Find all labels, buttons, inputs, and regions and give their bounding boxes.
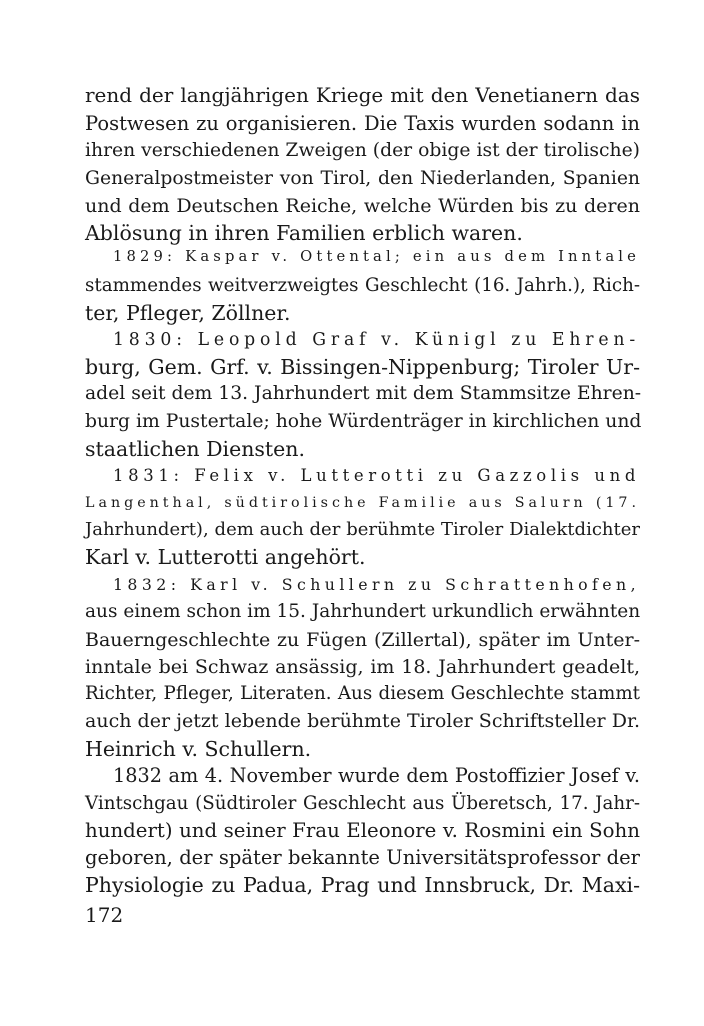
text-line: Heinrich v. Schullern.: [85, 737, 312, 761]
text-line: Vintschgau (Südtiroler Geschlecht aus Überetsch, 17. Jahr-: [85, 793, 640, 814]
text-line: burg im Pustertale; hohe Würdenträger in kirchlichen und: [85, 411, 642, 432]
text-line: stammendes weitverzweigtes Geschlecht (16. Jahrh.), Rich-: [85, 275, 640, 296]
text-line: Generalpostmeister von Tirol, den Niederlanden, Spanien: [85, 168, 640, 189]
text-line: hundert) und seiner Frau Eleonore v. Rosmini ein Sohn: [85, 819, 640, 842]
text-line: Langenthal, südtirolische Familie aus Salurn (17.: [85, 495, 640, 511]
text-line: Ablösung in ihren Familien erblich waren.: [85, 221, 523, 245]
text-line: Bauerngeschlechte zu Fügen (Zillertal), später im Unter-: [85, 629, 640, 651]
text-line: ter, Pfleger, Zöllner.: [85, 301, 291, 325]
text-line: burg, Gem. Grf. v. Bissingen-Nippenburg; Tiroler Ur-: [85, 355, 640, 379]
text-line: geboren, der später bekannte Universitätsprofessor der: [85, 846, 640, 869]
entry-1832-november: 1832 am 4. November wurde dem Postoffizier Josef v.: [113, 764, 640, 787]
text-line: inntale bei Schwaz ansässig, im 18. Jahrhundert geadelt,: [85, 656, 640, 678]
text-line: rend der langjährigen Kriege mit den Venetianern das: [85, 83, 640, 107]
entry-1830: 1830: Leopold Graf v. Künigl zu Ehren-: [113, 330, 640, 350]
text-line: aus einem schon im 15. Jahrhundert urkundlich erwähnten: [85, 601, 641, 622]
text-line: staatlichen Diensten.: [85, 437, 306, 461]
text-line: und dem Deutschen Reiche, welche Würden bis zu deren: [85, 195, 640, 217]
text-line: ihren verschiedenen Zweigen (der obige ist der tirolische): [85, 140, 640, 161]
text-line: Richter, Pfleger, Literaten. Aus diesem Geschlechte stammt: [85, 683, 640, 704]
page-number: 172: [85, 903, 124, 927]
entry-1832: 1832: Karl v. Schullern zu Schrattenhofen,: [113, 575, 640, 594]
entry-1831: 1831: Felix v. Lutterotti zu Gazzolis und: [113, 466, 640, 485]
text-line: Physiologie zu Padua, Prag und Innsbruck, Dr. Maxi-: [85, 873, 640, 897]
text-line: Postwesen zu organisieren. Die Taxis wurden sodann in: [85, 112, 640, 135]
text-line: Jahrhundert), dem auch der berühmte Tiroler Dialektdichter: [85, 519, 640, 540]
entry-1829: 1829: Kaspar v. Ottental; ein aus dem Inntale: [113, 248, 640, 265]
text-line: Karl v. Lutterotti angehört.: [85, 545, 366, 569]
text-line: adel seit dem 13. Jahrhundert mit dem Stammsitze Ehren-: [85, 383, 642, 404]
text-line: auch der jetzt lebende berühmte Tiroler Schriftsteller Dr.: [85, 710, 640, 732]
